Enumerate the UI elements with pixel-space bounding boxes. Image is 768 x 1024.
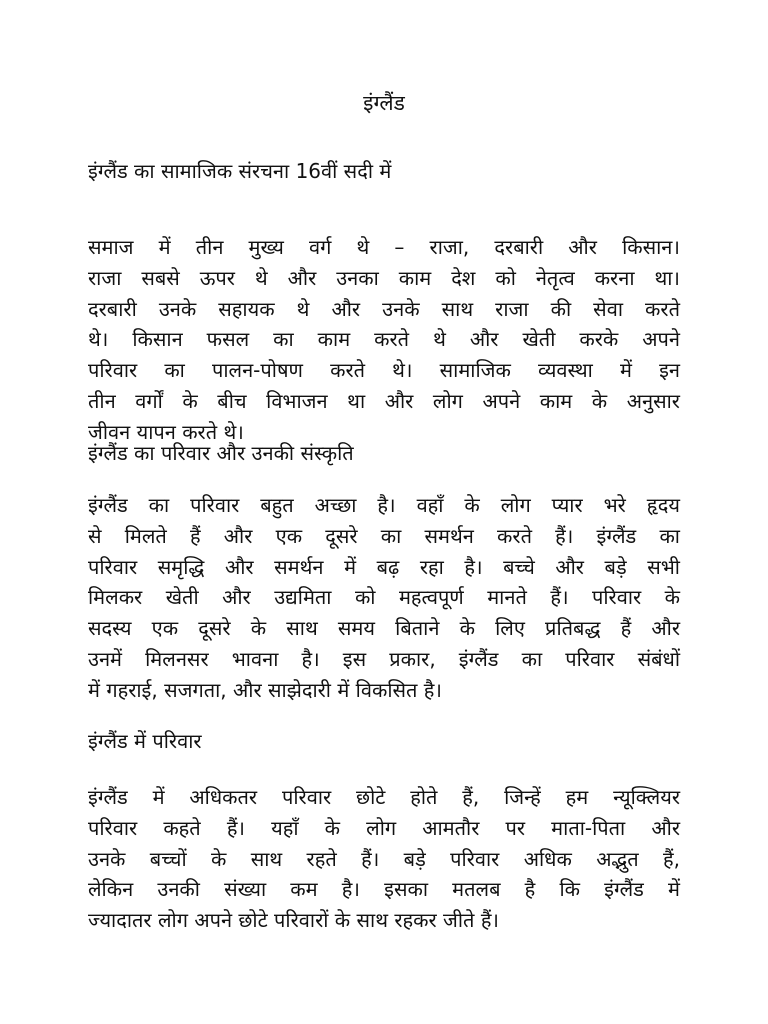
paragraph-line: सदस्य एक दूसरे के साथ समय बिताने के लिए प्रतिबद्ध हैं और xyxy=(88,616,680,641)
paragraph-line: तीन वर्गों के बीच विभाजन था और लोग अपने काम के अनुसार xyxy=(88,388,680,413)
paragraph-line: उनमें मिलनसर भावना है। इस प्रकार, इंग्लैंड का परिवार संबंधों xyxy=(88,646,680,671)
paragraph-line: समाज में तीन मुख्य वर्ग थे – राजा, दरबारी और किसान। xyxy=(88,235,680,259)
paragraph-line: परिवार समृद्धि और समर्थन में बढ़ रहा है। बच्चे और बड़े सभी xyxy=(88,554,680,579)
paragraph-line: थे। किसान फसल का काम करते थे और खेती करके अपने xyxy=(88,327,680,352)
paragraph-line: लेकिन उनकी संख्या कम है। इसका मतलब है कि इंग्लैंड में xyxy=(88,877,680,902)
paragraph-line: इंग्लैंड का परिवार बहुत अच्छा है। वहाँ के लोग प्यार भरे हृदय xyxy=(88,493,680,517)
section-heading-family-culture: इंग्लैंड का परिवार और उनकी संस्कृति xyxy=(88,441,354,465)
paragraph-line: परिवार कहते हैं। यहाँ के लोग आमतौर पर माता-पिता और xyxy=(88,815,680,840)
paragraph-family-culture xyxy=(88,490,680,706)
paragraph-line: राजा सबसे ऊपर थे और उनका काम देश को नेतृत्व करना था। xyxy=(88,265,680,290)
paragraph-line: में गहराई, सजगता, और साझेदारी में विकसित है। xyxy=(88,677,442,702)
paragraph-family-in-england xyxy=(88,782,680,936)
document-title: इंग्लैंड xyxy=(363,91,405,115)
paragraph-line: दरबारी उनके सहायक थे और उनके साथ राजा की सेवा करते xyxy=(88,296,680,321)
paragraph-line: से मिलते हैं और एक दूसरे का समर्थन करते हैं। इंग्लैंड का xyxy=(88,523,680,548)
section-heading-social-structure: इंग्लैंड का सामाजिक संरचना 16वीं सदी में xyxy=(88,159,392,183)
section-heading-family-in-england: इंग्लैंड में परिवार xyxy=(88,729,202,753)
paragraph-line: इंग्लैंड में अधिकतर परिवार छोटे होते हैं, जिन्हें हम न्यूक्लियर xyxy=(88,785,680,809)
paragraph-social-structure xyxy=(88,232,680,448)
paragraph-line: उनके बच्चों के साथ रहते हैं। बड़े परिवार अधिक अद्भुत हैं, xyxy=(88,846,680,871)
paragraph-line: ज्यादातर लोग अपने छोटे परिवारों के साथ रहकर जीते हैं। xyxy=(88,908,500,933)
paragraph-line: मिलकर खेती और उद्यमिता को महत्वपूर्ण मानते हैं। परिवार के xyxy=(88,585,680,610)
paragraph-line: परिवार का पालन-पोषण करते थे। सामाजिक व्यवस्था में इन xyxy=(88,358,680,383)
paragraph-line: जीवन यापन करते थे। xyxy=(88,419,244,444)
